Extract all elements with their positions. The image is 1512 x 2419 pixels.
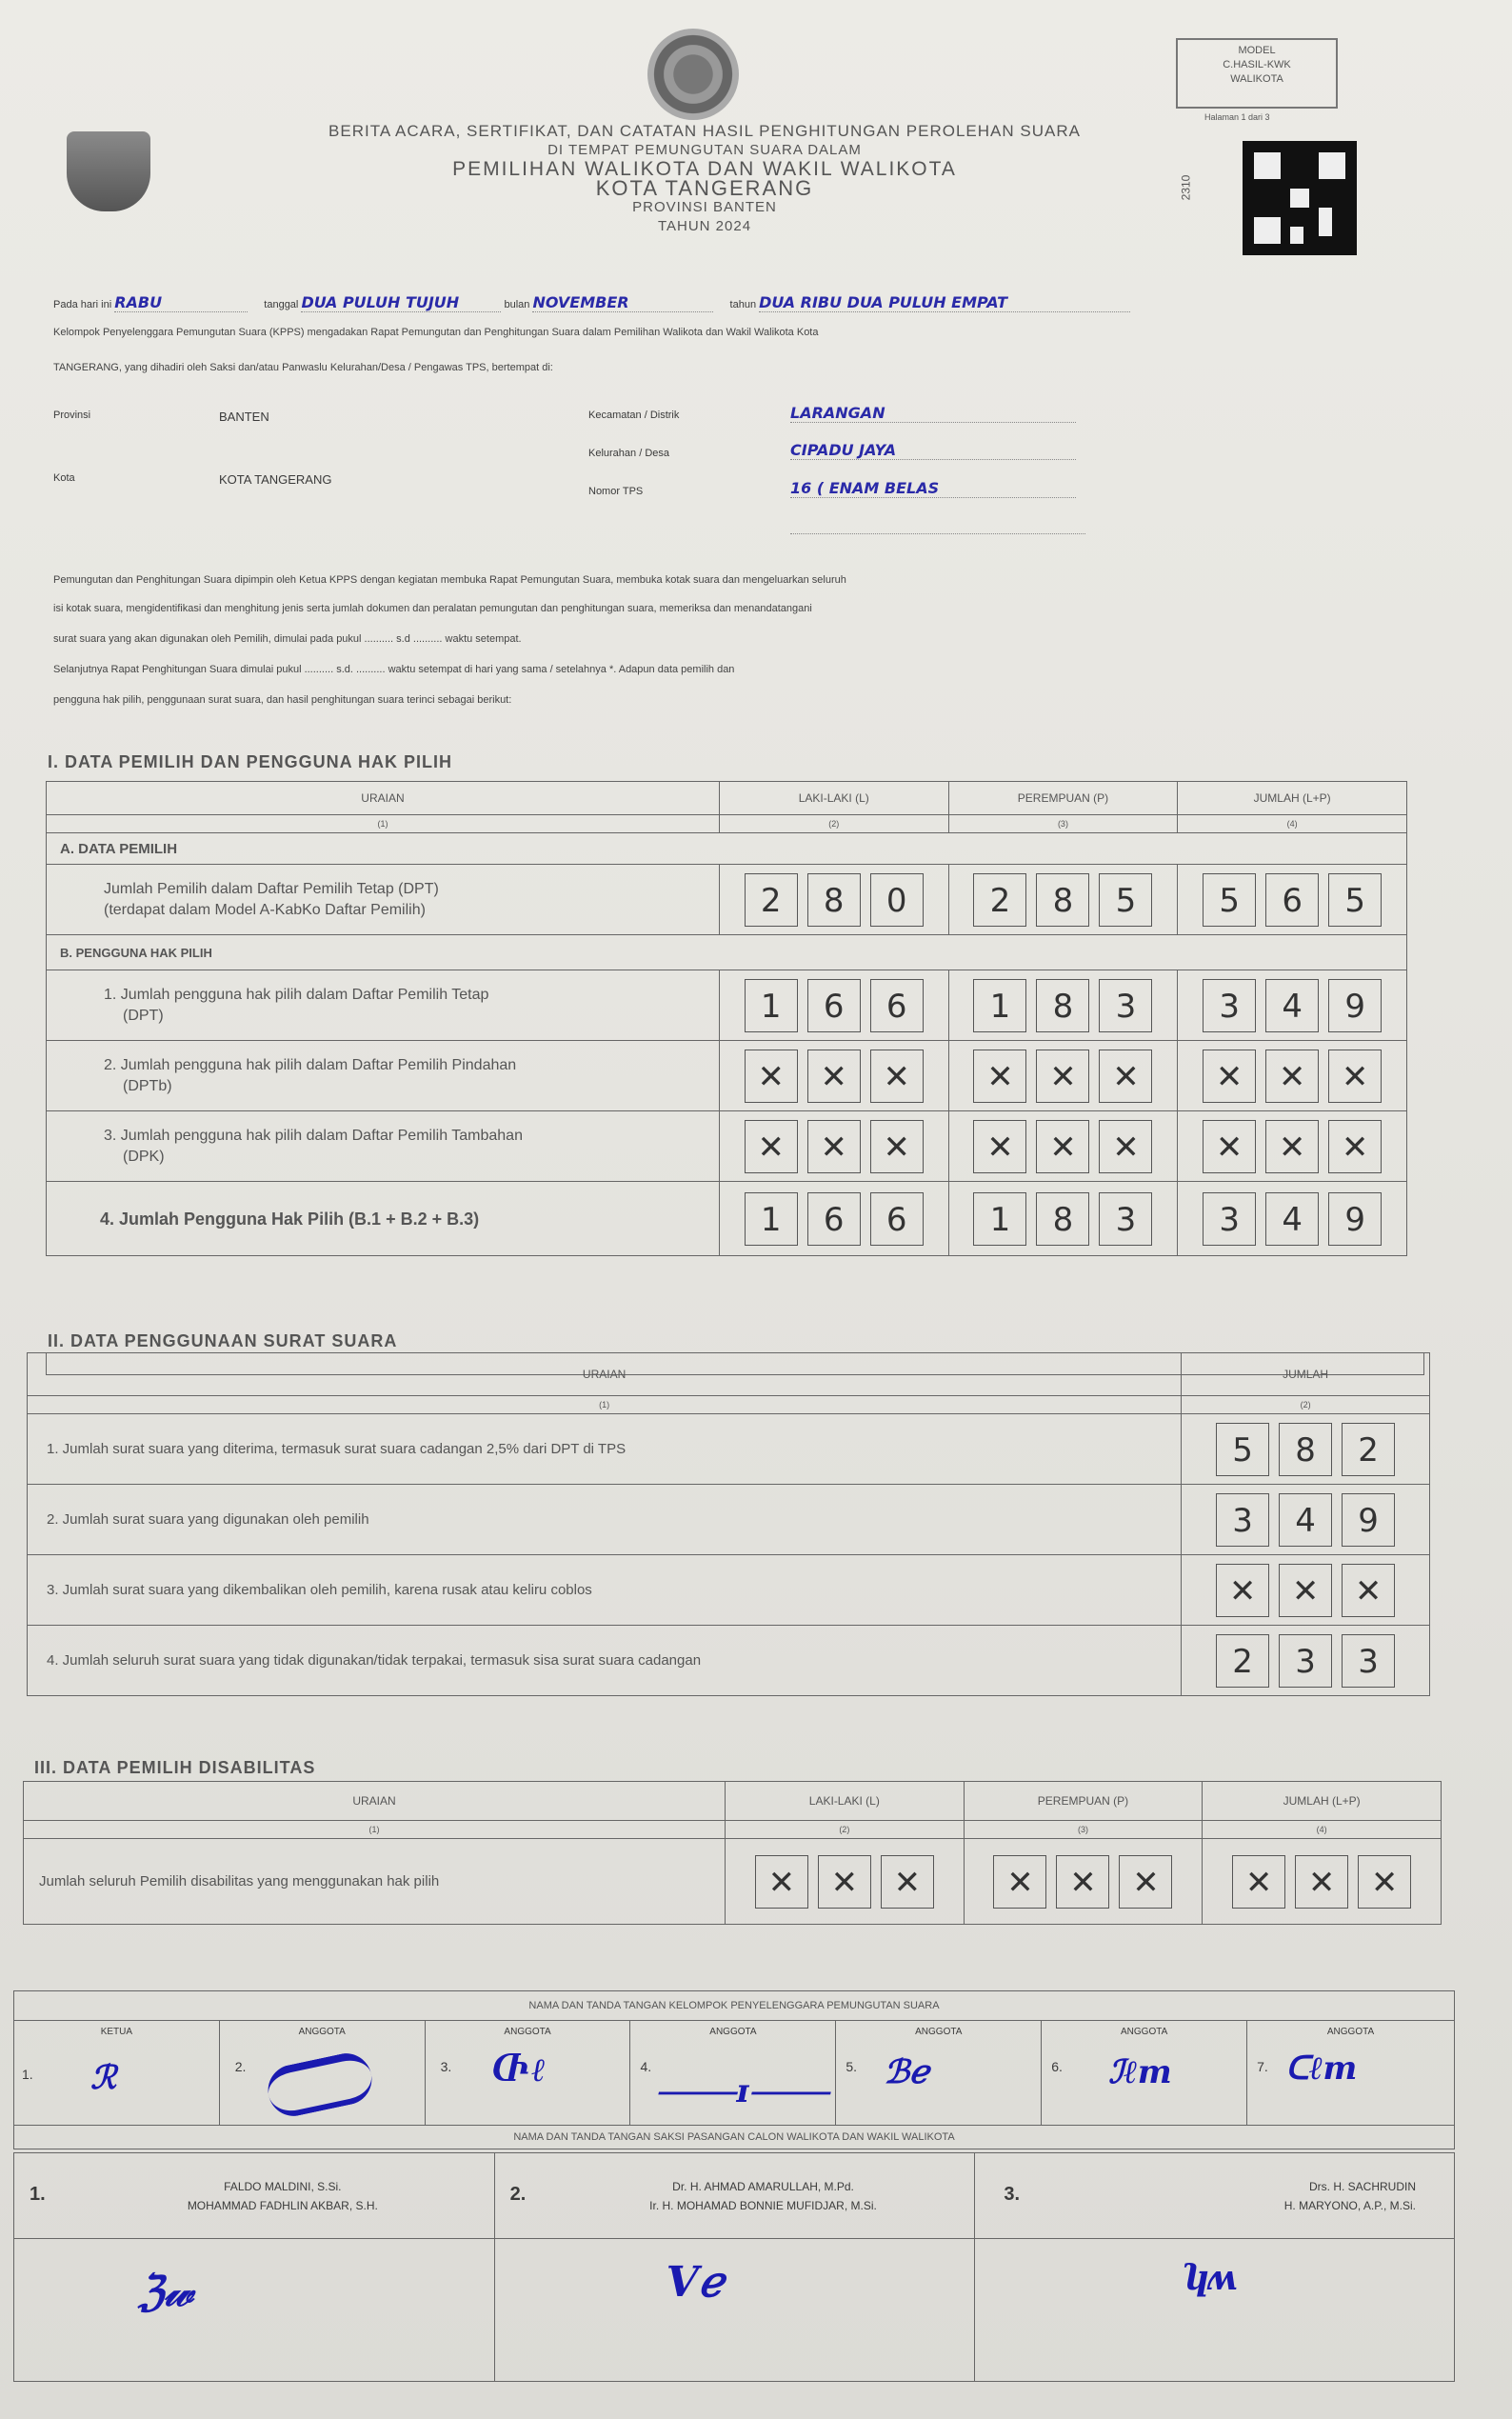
city-label: Kota	[53, 472, 75, 484]
col-num-2: (2)	[719, 815, 948, 833]
col-num-2: (2)	[725, 1821, 964, 1839]
table-number-row	[24, 1821, 1442, 1839]
digit-box[interactable]: ✕	[1036, 1050, 1089, 1103]
day-value[interactable]: RABU	[114, 293, 248, 312]
digit-box[interactable]: 9	[1328, 1192, 1382, 1246]
signature-mark: ʮʍ	[1184, 2258, 1236, 2298]
cell-dpt-p	[948, 865, 1178, 935]
cell-b3-p	[948, 1111, 1178, 1182]
table-number-row	[28, 1396, 1430, 1414]
col-jumlah: JUMLAH	[1182, 1353, 1430, 1396]
model-label: MODEL	[1238, 45, 1276, 56]
saksi-name-1b: MOHAMMAD FADHLIN AKBAR, S.H.	[187, 2198, 378, 2212]
digit-box[interactable]: 6	[807, 979, 861, 1032]
procedure-text-5: pengguna hak pilih, penggunaan surat suara, dan hasil penghitungan suara terinci sebagai berikut:	[53, 694, 512, 706]
saksi-name-row	[14, 2153, 1455, 2239]
digit-box[interactable]: ✕	[1232, 1855, 1285, 1909]
section-3-title: III. DATA PEMILIH DISABILITAS	[34, 1758, 316, 1777]
digit-box[interactable]: ✕	[1358, 1855, 1411, 1909]
title-line-5: PROVINSI BANTEN	[632, 199, 777, 215]
digit-box[interactable]: 5	[1203, 873, 1256, 927]
saksi-signature-table	[13, 2152, 1455, 2382]
table-row	[47, 970, 1407, 1041]
digit-box[interactable]: ✕	[755, 1855, 808, 1909]
saksi-number: 3.	[1004, 2184, 1021, 2205]
digit-box[interactable]: ✕	[1203, 1120, 1256, 1173]
cell-b1-l	[719, 970, 948, 1041]
digit-box[interactable]: 8	[1279, 1423, 1332, 1476]
table-row	[47, 1111, 1407, 1182]
signature-mark: ᑕℓm	[1285, 2049, 1358, 2088]
digit-box[interactable]: ✕	[818, 1855, 871, 1909]
digit-box[interactable]: ✕	[1119, 1855, 1172, 1909]
digit-box[interactable]: ✕	[1099, 1120, 1152, 1173]
digit-box[interactable]: ✕	[745, 1050, 798, 1103]
row-label-line: (DPT)	[123, 1007, 164, 1024]
signature-cell-7[interactable]	[1247, 2021, 1455, 2126]
table-row	[28, 1414, 1430, 1485]
saksi-cell-1	[14, 2153, 495, 2239]
signature-number: 4.	[640, 2059, 652, 2074]
col-num-1: (1)	[28, 1396, 1182, 1414]
cell-b3-l	[719, 1111, 948, 1182]
digit-box[interactable]: 8	[807, 873, 861, 927]
table-number-row	[47, 815, 1407, 833]
kpps-signature-row	[14, 2021, 1455, 2126]
row-label-line: 2. Jumlah pengguna hak pilih dalam Daftar Pemilih Pindahan	[104, 1056, 517, 1073]
qr-code	[1243, 141, 1357, 255]
table-row	[28, 1555, 1430, 1626]
digit-box[interactable]: 3	[1216, 1493, 1269, 1547]
row-label-b4: 4. Jumlah Pengguna Hak Pilih (B.1 + B.2 + B.3)	[47, 1182, 720, 1256]
digit-box[interactable]: 8	[1036, 979, 1089, 1032]
saksi-name-2a: Dr. H. AHMAD AMARULLAH, M.Pd.	[672, 2179, 854, 2193]
kpu-logo	[647, 29, 739, 120]
col-perempuan: PEREMPUAN (P)	[948, 782, 1178, 815]
saksi-number: 2.	[509, 2184, 527, 2205]
digit-box[interactable]: ✕	[1295, 1855, 1348, 1909]
row-label-b1	[47, 970, 720, 1041]
subsection-a-title: A. DATA PEMILIH	[47, 833, 1407, 865]
digit-box[interactable]: 2	[1216, 1634, 1269, 1688]
section-3-table	[23, 1781, 1442, 1925]
row-label-line: 3. Jumlah pengguna hak pilih dalam Daftar Pemilih Tambahan	[104, 1127, 523, 1144]
digit-box[interactable]: 5	[1216, 1423, 1269, 1476]
role-label: ANGGOTA	[504, 2027, 551, 2037]
col-jumlah: JUMLAH (L+P)	[1178, 782, 1407, 815]
table-row	[24, 1839, 1442, 1925]
title-line-3: PEMILIHAN WALIKOTA DAN WAKIL WALIKOTA	[452, 158, 957, 180]
digit-box[interactable]: 6	[807, 1192, 861, 1246]
signature-mark: ℛ	[90, 2059, 117, 2097]
digit-box[interactable]: 2	[745, 873, 798, 927]
digit-box[interactable]: 3	[1203, 1192, 1256, 1246]
model-box	[1176, 38, 1338, 109]
procedure-text-4: Selanjutnya Rapat Penghitungan Suara dimulai pukul .......... s.d. .......... waktu setempat di hari yang sama / setelahnya *. Adapun data pemilih dan	[53, 664, 735, 675]
col-perempuan: PEREMPUAN (P)	[964, 1782, 1203, 1821]
digit-box[interactable]: 2	[1342, 1423, 1395, 1476]
digit-box[interactable]: ✕	[1328, 1050, 1382, 1103]
cell-b3-j	[1178, 1111, 1407, 1182]
month-label: bulan	[504, 299, 530, 310]
cell-unused	[1182, 1626, 1430, 1696]
signature-mark: ℨ𝓌	[138, 2268, 193, 2316]
cell-dis-p	[964, 1839, 1203, 1925]
row-label-line: (DPK)	[123, 1148, 165, 1165]
month-value[interactable]: NOVEMBER	[532, 293, 713, 312]
subsection-b-title: B. PENGGUNA HAK PILIH	[47, 935, 1407, 970]
digit-box[interactable]: 3	[1203, 979, 1256, 1032]
signature-number: 5.	[846, 2059, 858, 2074]
title-line-2: DI TEMPAT PEMUNGUTAN SUARA DALAM	[547, 142, 862, 158]
digit-box[interactable]: ✕	[881, 1855, 934, 1909]
col-uraian: URAIAN	[47, 782, 720, 815]
intro-text-2: TANGERANG, yang dihadiri oleh Saksi dan/atau Panwaslu Kelurahan/Desa / Pengawas TPS, bertempat di:	[53, 362, 553, 373]
day-label: Pada hari ini	[53, 299, 112, 310]
year-value[interactable]: DUA RIBU DUA PULUH EMPAT	[759, 293, 1130, 312]
saksi-signature-cell-1[interactable]	[14, 2239, 495, 2382]
signature-cell-3[interactable]	[425, 2021, 630, 2126]
saksi-cell-2	[494, 2153, 975, 2239]
cell-b1-p	[948, 970, 1178, 1041]
col-num-3: (3)	[948, 815, 1178, 833]
digit-box[interactable]: ✕	[1036, 1120, 1089, 1173]
digit-box[interactable]: 1	[745, 979, 798, 1032]
digit-box[interactable]: 4	[1265, 1192, 1319, 1246]
digit-box[interactable]: 6	[1265, 873, 1319, 927]
digit-box[interactable]: 9	[1328, 979, 1382, 1032]
table-row	[47, 865, 1407, 935]
city-value: KOTA TANGERANG	[219, 472, 332, 487]
saksi-signature-cell-3[interactable]	[975, 2239, 1455, 2382]
date-label: tanggal	[264, 299, 299, 310]
table-row	[47, 1041, 1407, 1111]
signature-mark	[263, 2049, 376, 2121]
row-label-line: (terdapat dalam Model A-KabKo Daftar Pemilih)	[104, 901, 426, 918]
cell-b2-p	[948, 1041, 1178, 1111]
saksi-signature-cell-2[interactable]	[494, 2239, 975, 2382]
row-label-line: 1. Jumlah pengguna hak pilih dalam Daftar Pemilih Tetap	[104, 986, 489, 1003]
row-label-received: 1. Jumlah surat suara yang diterima, termasuk surat suara cadangan 2,5% dari DPT di TPS	[28, 1414, 1182, 1485]
cell-dpt-l	[719, 865, 948, 935]
col-num-2: (2)	[1182, 1396, 1430, 1414]
saksi-number: 1.	[30, 2184, 46, 2205]
digit-box[interactable]: ✕	[807, 1120, 861, 1173]
col-laki: LAKI-LAKI (L)	[719, 782, 948, 815]
signature-cell-2[interactable]	[219, 2021, 425, 2126]
cell-b2-l	[719, 1041, 948, 1111]
signature-number: 2.	[234, 2059, 247, 2074]
digit-box[interactable]: 6	[870, 979, 924, 1032]
digit-box[interactable]: ✕	[993, 1855, 1046, 1909]
cell-used	[1182, 1485, 1430, 1555]
col-num-1: (1)	[47, 815, 720, 833]
cell-received	[1182, 1414, 1430, 1485]
role-label: ANGGOTA	[298, 2027, 346, 2037]
role-label: ANGGOTA	[1121, 2027, 1168, 2037]
saksi-name-1a: FALDO MALDINI, S.Si.	[224, 2179, 342, 2193]
district-value[interactable]: LARANGAN	[790, 404, 1076, 423]
kpps-signature-title: NAMA DAN TANDA TANGAN KELOMPOK PENYELENGGARA PEMUNGUTAN SUARA	[14, 1991, 1455, 2021]
cell-b4-j	[1178, 1182, 1407, 1256]
signature-cell-1[interactable]	[14, 2021, 220, 2126]
digit-box[interactable]: 3	[1099, 1192, 1152, 1246]
col-num-3: (3)	[964, 1821, 1203, 1839]
saksi-signature-row	[14, 2239, 1455, 2382]
signature-number: 7.	[1257, 2059, 1268, 2074]
digit-box[interactable]: ✕	[1265, 1050, 1319, 1103]
kpps-signature-table	[13, 1990, 1455, 2149]
saksi-cell-3	[975, 2153, 1455, 2239]
digit-box[interactable]: 8	[1036, 873, 1089, 927]
signature-number: 1.	[22, 2067, 33, 2082]
signature-mark: ℐℓm	[1108, 2053, 1172, 2091]
cell-b1-j	[1178, 970, 1407, 1041]
year-label: tahun	[729, 299, 757, 310]
signature-number: 6.	[1051, 2059, 1063, 2074]
digit-box[interactable]: ✕	[1216, 1564, 1269, 1617]
signature-mark: Ⴇℓ	[491, 2051, 546, 2089]
digit-box[interactable]: 8	[1036, 1192, 1089, 1246]
digit-box[interactable]: ✕	[870, 1050, 924, 1103]
digit-box[interactable]: ✕	[1328, 1120, 1382, 1173]
row-label-b3	[47, 1111, 720, 1182]
row-label-unused: 4. Jumlah seluruh surat suara yang tidak digunakan/tidak terpakai, termasuk sisa surat suara cadangan	[28, 1626, 1182, 1696]
digit-box[interactable]: 3	[1279, 1634, 1332, 1688]
procedure-text-1: Pemungutan dan Penghitungan Suara dipimpin oleh Ketua KPPS dengan kegiatan membuka Rapat Pemungutan Suara, membuka kotak suara dan mengeluarkan seluruh	[53, 574, 846, 586]
cell-returned	[1182, 1555, 1430, 1626]
digit-box[interactable]: ✕	[1279, 1564, 1332, 1617]
col-num-1: (1)	[24, 1821, 726, 1839]
cell-dis-j	[1203, 1839, 1442, 1925]
village-label: Kelurahan / Desa	[588, 448, 669, 459]
row-label-dpt	[47, 865, 720, 935]
village-value[interactable]: CIPADU JAYA	[790, 441, 1076, 460]
digit-box[interactable]: 9	[1342, 1493, 1395, 1547]
table-header-row	[47, 782, 1407, 815]
digit-box[interactable]: 1	[973, 1192, 1026, 1246]
province-label: Provinsi	[53, 410, 91, 421]
table-header-row	[24, 1782, 1442, 1821]
digit-box[interactable]: 1	[973, 979, 1026, 1032]
digit-box[interactable]: ✕	[1265, 1120, 1319, 1173]
cell-dpt-j	[1178, 865, 1407, 935]
page-indicator: Halaman 1 dari 3	[1204, 112, 1270, 122]
digit-box[interactable]: ✕	[1099, 1050, 1152, 1103]
form-title	[267, 122, 1143, 236]
section-2-table	[27, 1352, 1430, 1696]
row-label-disability: Jumlah seluruh Pemilih disabilitas yang menggunakan hak pilih	[24, 1839, 726, 1925]
col-uraian: URAIAN	[28, 1353, 1182, 1396]
tps-label: Nomor TPS	[588, 486, 644, 497]
signature-number: 3.	[440, 2059, 452, 2074]
saksi-name-3b: H. MARYONO, A.P., M.Si.	[1283, 2198, 1416, 2212]
digit-box[interactable]: ✕	[1342, 1564, 1395, 1617]
digit-box[interactable]: 0	[870, 873, 924, 927]
section-2-title: II. DATA PENGGUNAAN SURAT SUARA	[48, 1331, 398, 1350]
row-label-b2	[47, 1041, 720, 1111]
date-value[interactable]: DUA PULUH TUJUH	[301, 293, 501, 312]
signature-cell-5[interactable]	[836, 2021, 1042, 2126]
digit-box[interactable]: ✕	[745, 1120, 798, 1173]
saksi-signature-title: NAMA DAN TANDA TANGAN SAKSI PASANGAN CALON WALIKOTA DAN WAKIL WALIKOTA	[14, 2126, 1455, 2149]
table-header-row	[28, 1353, 1430, 1396]
col-num-4: (4)	[1203, 1821, 1442, 1839]
digit-box[interactable]: ✕	[870, 1120, 924, 1173]
role-label: ANGGOTA	[709, 2027, 757, 2037]
row-label-used: 2. Jumlah surat suara yang digunakan oleh pemilih	[28, 1485, 1182, 1555]
signature-cell-4[interactable]	[630, 2021, 836, 2126]
col-jumlah: JUMLAH (L+P)	[1203, 1782, 1442, 1821]
title-line-6: TAHUN 2024	[657, 218, 752, 234]
procedure-text-2: isi kotak suara, mengidentifikasi dan menghitung jenis serta jumlah dokumen dan peralatan pemungutan dan penghitungan suara, memeriksa dan menandatangani	[53, 603, 812, 614]
title-line-4: KOTA TANGERANG	[595, 176, 814, 200]
cell-dis-l	[725, 1839, 964, 1925]
section-1-table	[46, 781, 1407, 1256]
col-num-4: (4)	[1178, 815, 1407, 833]
saksi-name-2b: Ir. H. MOHAMAD BONNIE MUFIDJAR, M.Si.	[649, 2198, 877, 2212]
role-label: ANGGOTA	[915, 2027, 963, 2037]
digit-box[interactable]: 4	[1265, 979, 1319, 1032]
province-value: BANTEN	[219, 410, 269, 424]
digit-box[interactable]: ✕	[973, 1120, 1026, 1173]
model-type: WALIKOTA	[1230, 73, 1283, 85]
cell-b4-p	[948, 1182, 1178, 1256]
cell-b2-j	[1178, 1041, 1407, 1111]
procedure-text-3: surat suara yang akan digunakan oleh Pemilih, dimulai pada pukul .......... s.d .......... waktu setempat.	[53, 633, 522, 645]
form-code: 2310	[1179, 174, 1193, 201]
digit-box[interactable]: ✕	[973, 1050, 1026, 1103]
date-line	[53, 293, 1386, 312]
signature-cell-6[interactable]	[1042, 2021, 1247, 2126]
row-label-line: (DPTb)	[123, 1077, 172, 1094]
tps-value[interactable]: 16 ( ENAM BELAS	[790, 479, 1076, 498]
digit-box[interactable]: 5	[1328, 873, 1382, 927]
digit-box[interactable]: ✕	[1203, 1050, 1256, 1103]
tps-extra-line	[790, 533, 1085, 534]
district-label: Kecamatan / Distrik	[588, 410, 680, 421]
digit-box[interactable]: 6	[870, 1192, 924, 1246]
digit-box[interactable]: ✕	[1056, 1855, 1109, 1909]
digit-box[interactable]: 3	[1099, 979, 1152, 1032]
row-label-returned: 3. Jumlah surat suara yang dikembalikan oleh pemilih, karena rusak atau keliru coblos	[28, 1555, 1182, 1626]
section-1-title: I. DATA PEMILIH DAN PENGGUNA HAK PILIH	[48, 752, 452, 771]
role-label: ANGGOTA	[1326, 2027, 1375, 2037]
digit-box[interactable]: ✕	[807, 1050, 861, 1103]
digit-box[interactable]: 1	[745, 1192, 798, 1246]
col-laki: LAKI-LAKI (L)	[725, 1782, 964, 1821]
signature-mark: ⸻ɪ⸻	[655, 2072, 830, 2110]
row-label-line: Jumlah Pemilih dalam Daftar Pemilih Tetap (DPT)	[104, 880, 439, 897]
digit-box[interactable]: 2	[973, 873, 1026, 927]
signature-mark: ℬℯ	[884, 2053, 929, 2091]
table-row	[47, 1182, 1407, 1256]
digit-box[interactable]: 4	[1279, 1493, 1332, 1547]
col-uraian: URAIAN	[24, 1782, 726, 1821]
digit-box[interactable]: 3	[1342, 1634, 1395, 1688]
regional-emblem	[67, 131, 150, 211]
table-row	[28, 1485, 1430, 1555]
table-row	[28, 1626, 1430, 1696]
title-line-1: BERITA ACARA, SERTIFIKAT, DAN CATATAN HASIL PENGHITUNGAN PEROLEHAN SUARA	[328, 122, 1081, 140]
saksi-name-3a: Drs. H. SACHRUDIN	[1308, 2179, 1416, 2193]
intro-text-1: Kelompok Penyelenggara Pemungutan Suara (KPPS) mengadakan Rapat Pemungutan dan Penghitungan Suara dalam Pemilihan Walikota dan Wakil Walikota Kota	[53, 327, 819, 338]
digit-box[interactable]: 5	[1099, 873, 1152, 927]
model-code: C.HASIL-KWK	[1223, 59, 1291, 70]
cell-b4-l	[719, 1182, 948, 1256]
role-label: KETUA	[100, 2027, 133, 2037]
signature-mark: Vℯ	[666, 2258, 724, 2307]
